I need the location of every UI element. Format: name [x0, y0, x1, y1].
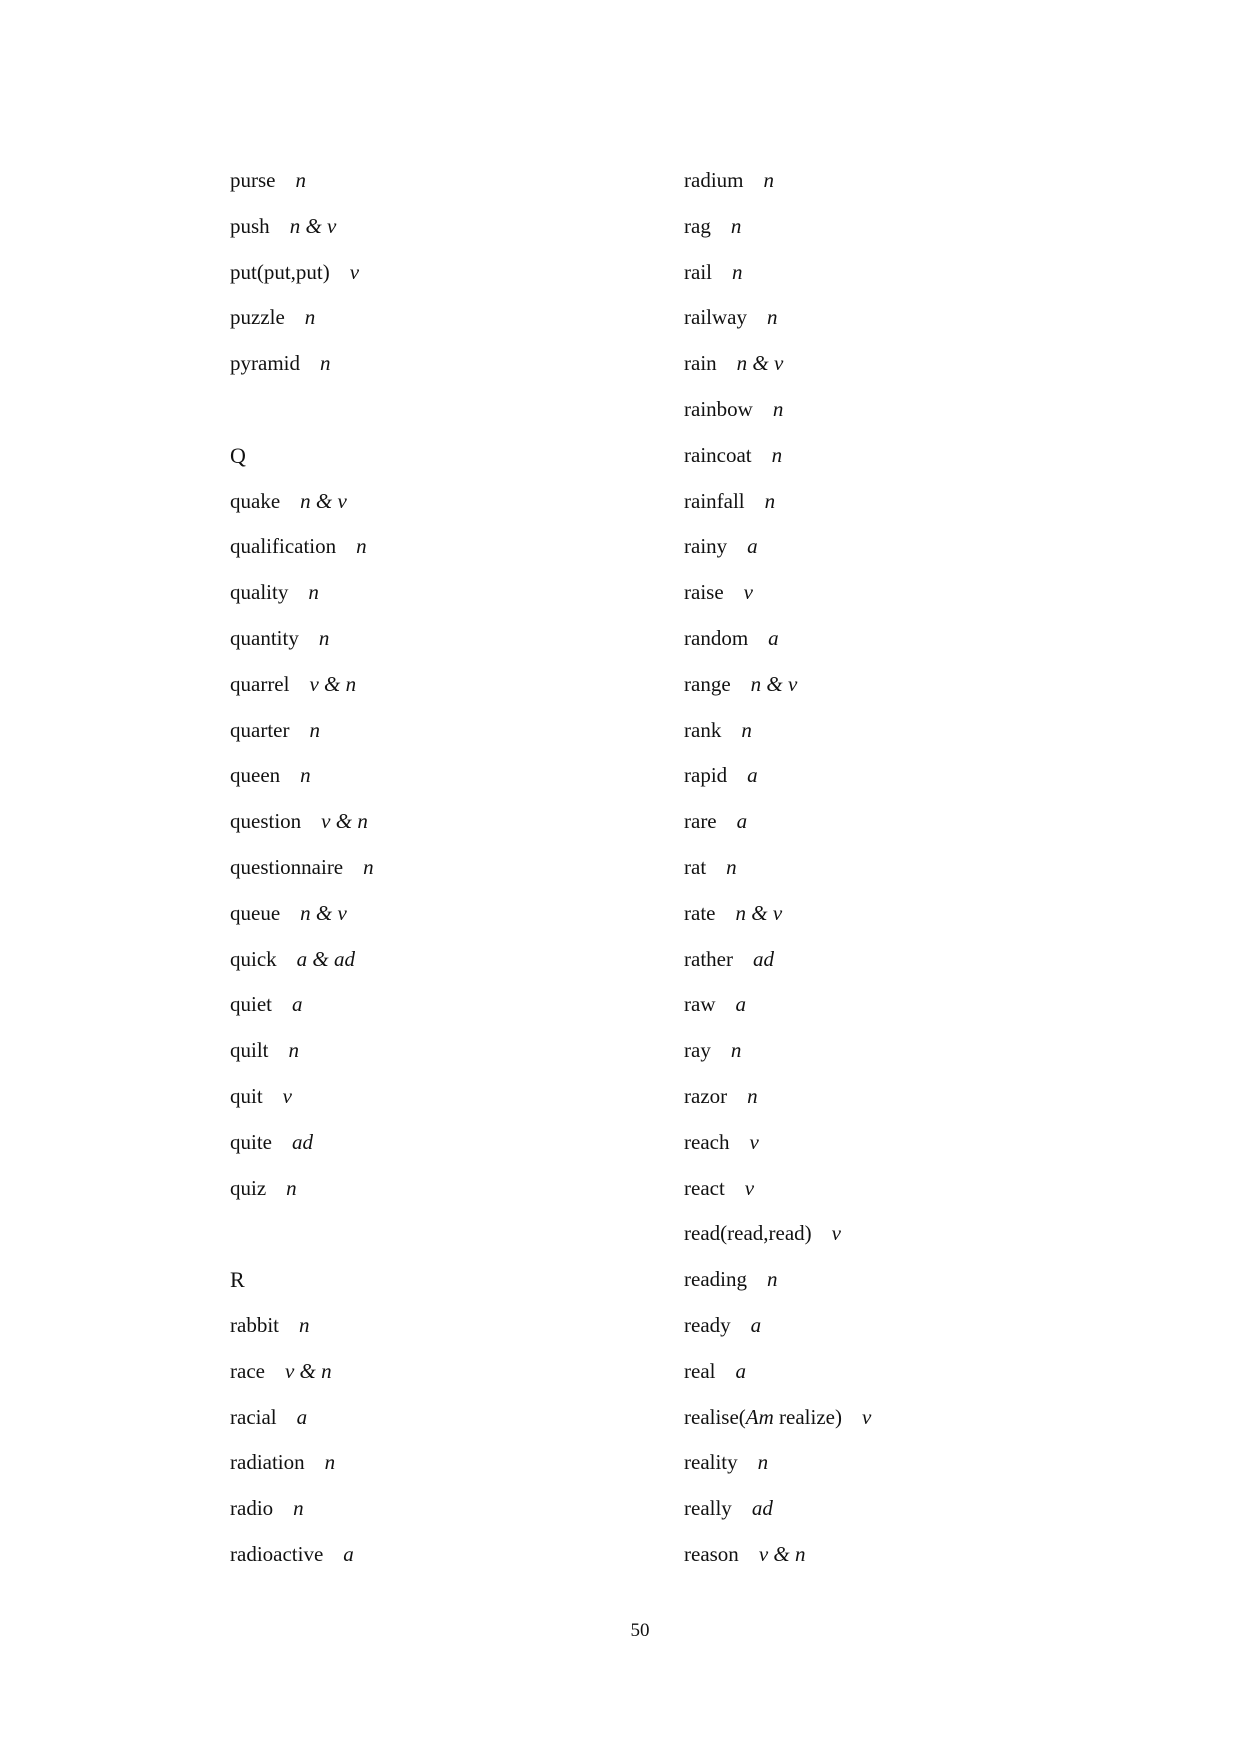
headword: range [684, 671, 731, 696]
part-of-speech: n [730, 213, 742, 238]
part-of-speech: v [282, 1083, 292, 1108]
headword: questionnaire [230, 854, 344, 879]
headword: radium [684, 168, 744, 192]
part-of-speech: ad [752, 946, 774, 971]
part-of-speech: v & n [309, 671, 357, 696]
part-of-speech: a [735, 992, 746, 1017]
headword: quiet [230, 992, 272, 1017]
word-entry [230, 250, 650, 296]
headword: rain [684, 351, 717, 376]
headword [684, 1405, 842, 1429]
word-entry [230, 341, 650, 387]
word-entry [230, 1120, 650, 1166]
part-of-speech: n [298, 1312, 310, 1337]
part-of-speech: a [747, 534, 758, 559]
headword: rank [684, 717, 722, 742]
headword: quit [230, 1083, 263, 1108]
part-of-speech: a [735, 1358, 746, 1383]
headword: quiz [230, 1175, 267, 1200]
part-of-speech: a [768, 625, 779, 650]
part-of-speech: a & ad [296, 946, 355, 971]
word-entry [684, 1120, 1104, 1166]
part-of-speech: ad [751, 1496, 773, 1521]
headword: reason [684, 1541, 739, 1566]
word-entry [684, 845, 1104, 891]
headword: racial [230, 1404, 277, 1429]
part-of-speech: v [743, 580, 753, 605]
headword: quake [230, 488, 281, 513]
word-entry [684, 204, 1104, 250]
headword: question [230, 809, 302, 834]
word-entry [684, 1303, 1104, 1349]
part-of-speech: v & n [284, 1358, 332, 1383]
headword: razor [684, 1083, 728, 1108]
part-of-speech: n & v [300, 900, 347, 925]
word-entry [684, 799, 1104, 845]
part-of-speech: n [763, 168, 774, 192]
word-entry [230, 479, 650, 525]
headword: rag [684, 213, 711, 238]
part-of-speech: n [730, 1038, 742, 1063]
word-entry [684, 524, 1104, 570]
part-of-speech: n [304, 305, 316, 330]
word-entry [230, 1486, 650, 1532]
word-entry [230, 295, 650, 341]
left-word-column [230, 158, 650, 1578]
headword: radio [230, 1496, 274, 1521]
word-entry [230, 1395, 650, 1441]
headword: queue [230, 900, 281, 925]
headword: rainy [684, 534, 728, 559]
headword: queen [230, 763, 281, 788]
part-of-speech: n [318, 625, 330, 650]
part-of-speech: v & n [321, 809, 368, 834]
headword: quite [230, 1129, 272, 1154]
part-of-speech: n & v [289, 213, 337, 238]
headword: push [230, 213, 270, 238]
headword: quilt [230, 1038, 269, 1063]
part-of-speech: n [300, 763, 311, 788]
headword: quality [230, 580, 289, 605]
headword: puzzle [230, 305, 285, 330]
headword: really [684, 1496, 732, 1521]
headword: race [230, 1358, 265, 1383]
headword: rabbit [230, 1312, 279, 1337]
word-entry [684, 616, 1104, 662]
headword-part: realise( [684, 1404, 746, 1429]
part-of-speech: v & n [758, 1541, 806, 1566]
part-of-speech: n [766, 1267, 778, 1292]
word-entry [230, 570, 650, 616]
word-entry [684, 982, 1104, 1028]
word-entry [230, 708, 650, 754]
part-of-speech: a [292, 992, 303, 1017]
headword: rate [684, 900, 716, 925]
word-entry [684, 1486, 1104, 1532]
headword: quantity [230, 625, 299, 650]
part-of-speech: n [288, 1038, 300, 1063]
word-entry [230, 799, 650, 845]
part-of-speech: n [764, 488, 776, 513]
part-of-speech: n [286, 1175, 297, 1200]
headword-part: realize) [773, 1404, 842, 1429]
part-of-speech: n [319, 351, 331, 376]
part-of-speech: v [862, 1404, 872, 1429]
headword: raise [684, 580, 724, 605]
part-of-speech: n & v [735, 900, 783, 925]
part-of-speech: v [349, 259, 360, 284]
part-of-speech: n [363, 854, 374, 879]
part-of-speech: n [757, 1450, 769, 1475]
headword: purse [230, 168, 276, 192]
word-entry [230, 845, 650, 891]
word-entry [230, 982, 650, 1028]
word-entry [684, 1349, 1104, 1395]
word-entry [230, 891, 650, 937]
headword: quarrel [230, 671, 290, 696]
headword: railway [684, 305, 747, 330]
word-entry [230, 524, 650, 570]
letter-heading: Q [230, 442, 246, 468]
part-of-speech: n [309, 717, 320, 742]
part-of-speech: ad [292, 1129, 313, 1154]
headword: rail [684, 259, 712, 284]
part-of-speech: n [308, 580, 319, 605]
part-of-speech: n [772, 396, 784, 421]
part-of-speech: n [324, 1450, 336, 1475]
word-entry [230, 1166, 650, 1212]
word-entry [230, 1028, 650, 1074]
headword: put(put,put) [230, 259, 330, 284]
headword: qualification [230, 534, 337, 559]
headword: reading [684, 1267, 747, 1292]
part-of-speech: n [356, 534, 367, 559]
word-entry [684, 1257, 1104, 1303]
word-entry [684, 891, 1104, 937]
word-entry [684, 570, 1104, 616]
word-entry [684, 708, 1104, 754]
section-spacer [230, 387, 650, 433]
part-of-speech: n [295, 168, 306, 192]
headword: ready [684, 1312, 731, 1337]
word-entry [684, 1211, 1104, 1257]
word-entry [230, 662, 650, 708]
headword: rat [684, 854, 707, 879]
headword: rapid [684, 763, 728, 788]
word-entry [684, 662, 1104, 708]
headword: raincoat [684, 442, 752, 467]
word-entry [230, 616, 650, 662]
headword: raw [684, 992, 716, 1017]
word-entry [684, 295, 1104, 341]
headword: reality [684, 1450, 738, 1475]
word-entry [684, 1395, 1104, 1441]
word-entry [684, 1166, 1104, 1212]
part-of-speech: v [831, 1221, 841, 1246]
part-of-speech: n & v [736, 351, 784, 376]
headword: quarter [230, 717, 290, 742]
headword: reach [684, 1129, 730, 1154]
word-entry [684, 1440, 1104, 1486]
part-of-speech: a [747, 763, 758, 788]
headword: radioactive [230, 1541, 324, 1566]
word-entry [230, 753, 650, 799]
part-of-speech: n [771, 442, 783, 467]
word-entry [684, 1028, 1104, 1074]
letter-heading: R [230, 1267, 245, 1293]
word-entry [230, 1440, 650, 1486]
part-of-speech: n & v [750, 671, 798, 696]
word-entry [230, 204, 650, 250]
part-of-speech: v [744, 1175, 755, 1200]
headword: rainbow [684, 396, 753, 421]
word-entry [684, 433, 1104, 479]
part-of-speech: n [726, 854, 737, 879]
headword: pyramid [230, 351, 300, 376]
headword: rather [684, 946, 733, 971]
word-entry [230, 1303, 650, 1349]
word-entry [684, 937, 1104, 983]
word-entry [230, 1074, 650, 1120]
page-number: 50 [630, 1620, 650, 1641]
word-entry [230, 1532, 650, 1578]
headword: ray [684, 1038, 711, 1063]
part-of-speech: a [736, 809, 748, 834]
word-entry [230, 1349, 650, 1395]
part-of-speech: v [749, 1129, 759, 1154]
part-of-speech: n [766, 305, 778, 330]
part-of-speech: a [296, 1404, 308, 1429]
word-entry [684, 1074, 1104, 1120]
word-entry [684, 341, 1104, 387]
headword: radiation [230, 1450, 305, 1475]
headword-part: Am [745, 1404, 774, 1429]
headword: quick [230, 946, 277, 971]
headword: rainfall [684, 488, 745, 513]
headword: real [684, 1358, 716, 1383]
word-entry [230, 158, 650, 204]
right-word-column [684, 158, 1104, 1578]
part-of-speech: n & v [300, 488, 347, 513]
part-of-speech: n [731, 259, 743, 284]
part-of-speech: a [750, 1312, 762, 1337]
headword: random [684, 625, 749, 650]
part-of-speech: n [741, 717, 752, 742]
headword: read(read,read) [684, 1221, 812, 1246]
headword: react [684, 1175, 725, 1200]
part-of-speech: n [293, 1496, 304, 1521]
word-entry [684, 479, 1104, 525]
word-entry [684, 158, 1104, 204]
word-entry [684, 1532, 1104, 1578]
part-of-speech: n [747, 1083, 758, 1108]
word-entry [230, 937, 650, 983]
word-entry [684, 387, 1104, 433]
word-entry [684, 753, 1104, 799]
section-spacer [230, 1211, 650, 1257]
headword: rare [684, 809, 717, 834]
word-entry [684, 250, 1104, 296]
part-of-speech: a [343, 1541, 354, 1566]
